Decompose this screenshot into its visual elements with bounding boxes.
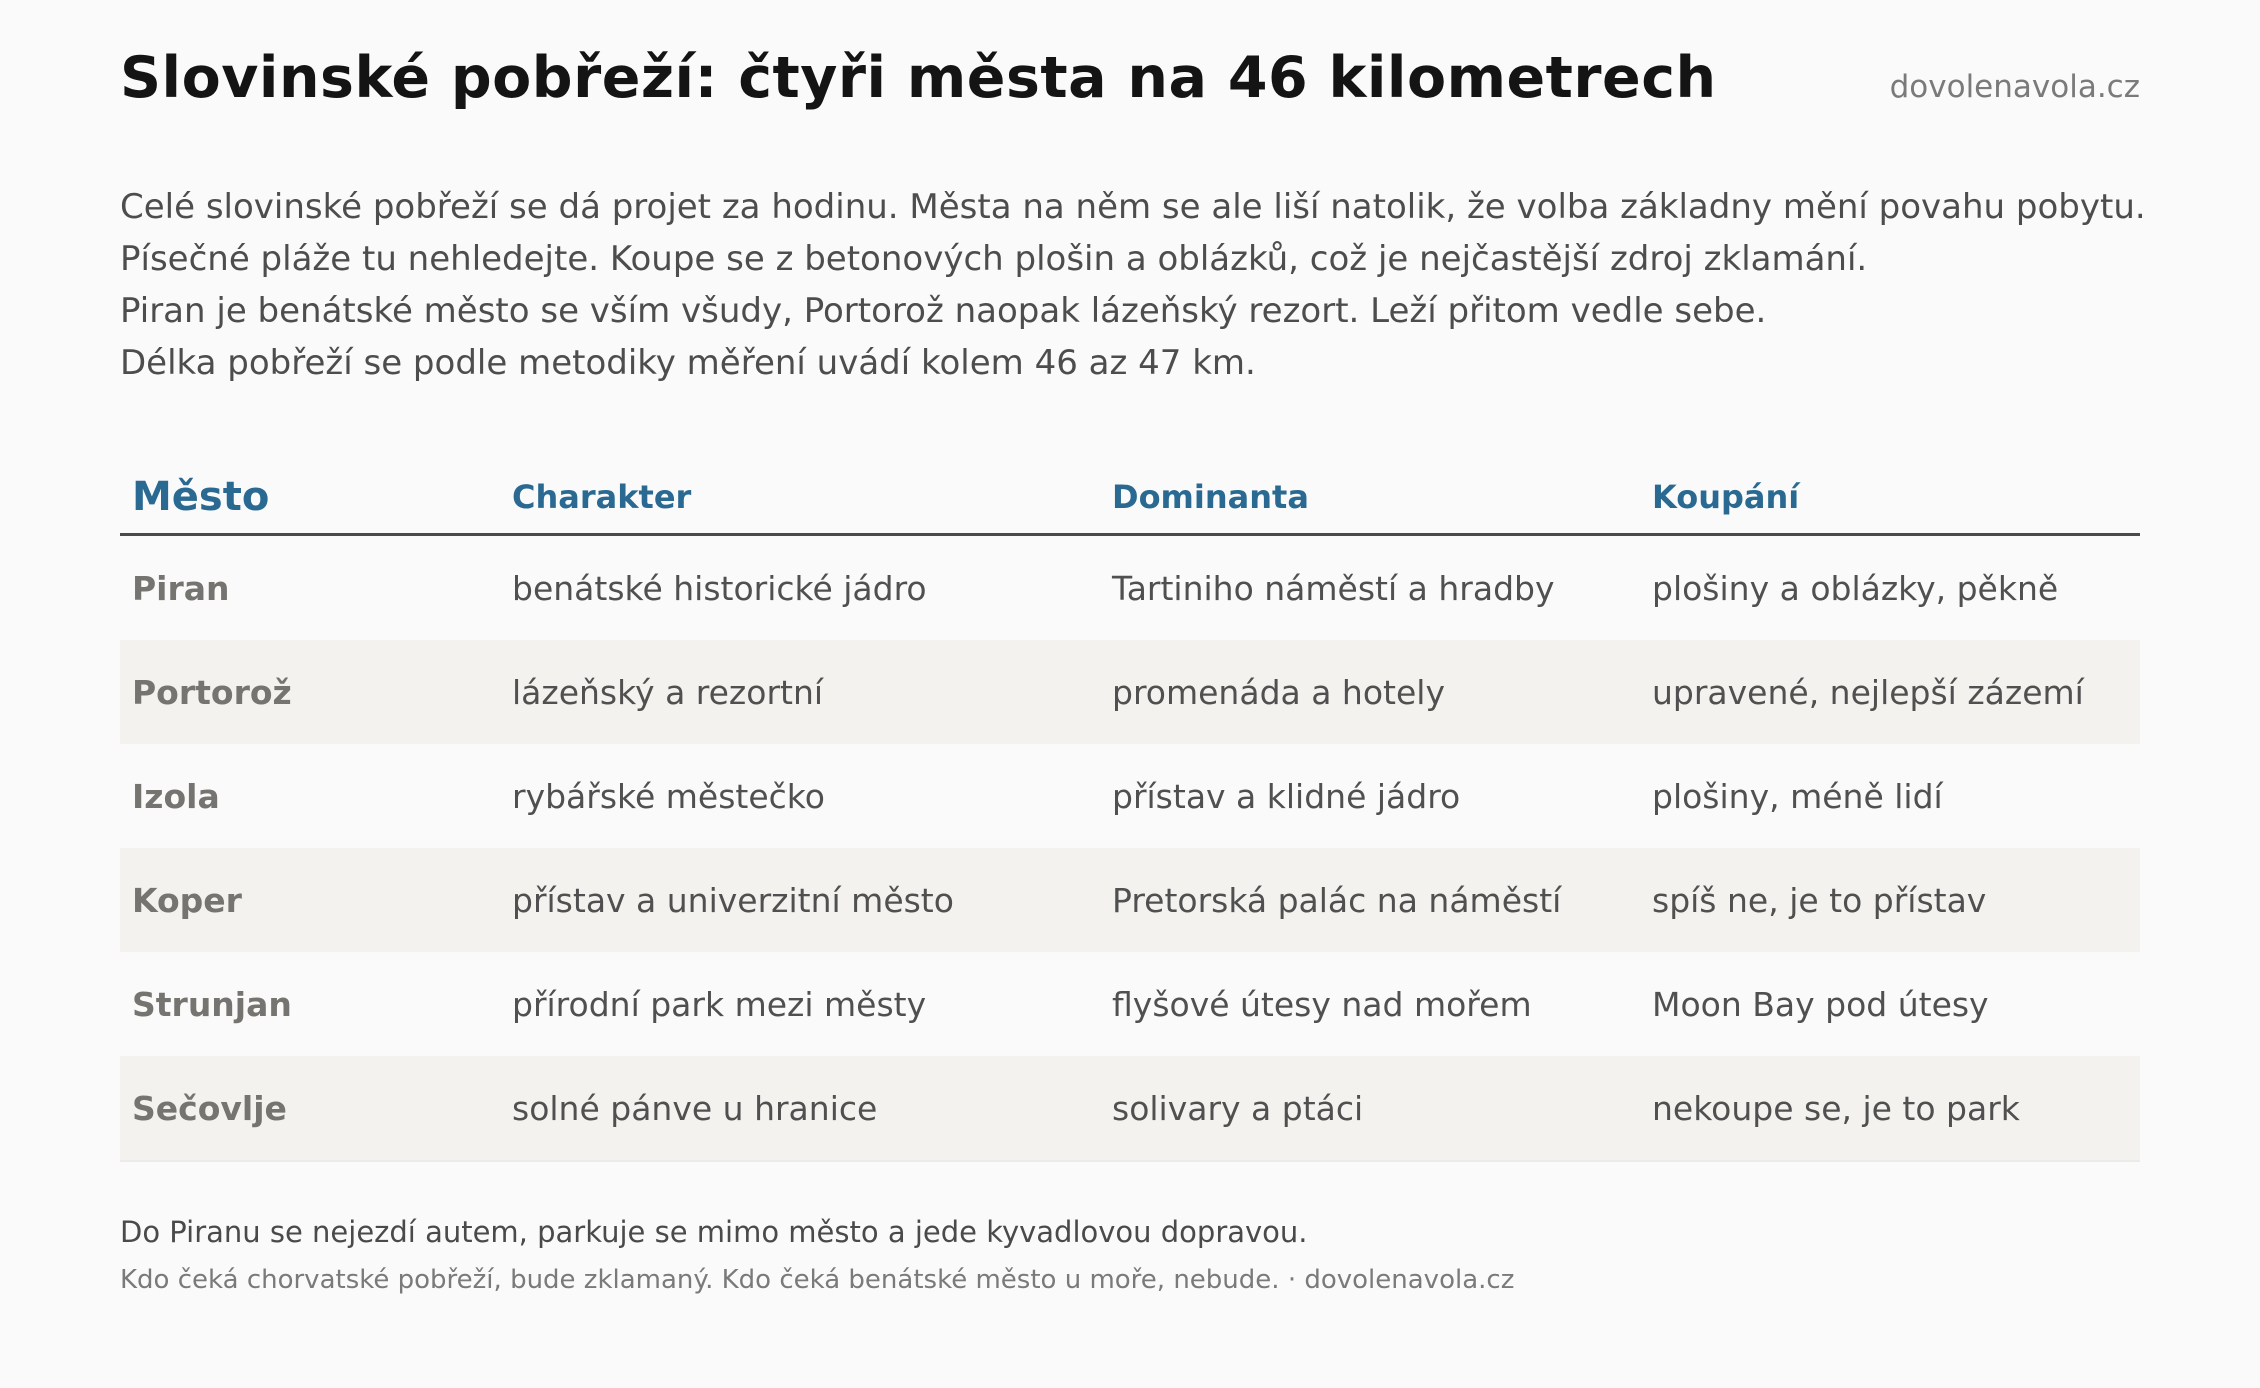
cell-character: benátské historické jádro <box>512 568 927 608</box>
column-header-swimming: Koupání <box>1640 461 2140 535</box>
cell-town: Izola <box>132 776 220 816</box>
cell-town: Piran <box>132 568 230 608</box>
cell-town: Koper <box>120 848 500 952</box>
cell-town: Strunjan <box>132 984 292 1024</box>
cell-swimming: Moon Bay pod útesy <box>1652 984 1989 1024</box>
cell-landmark: solivary a ptáci <box>1100 1056 1640 1161</box>
intro-line: Písečné pláže tu nehledejte. Koupe se z betonových plošin a oblázků, což je nejčastější zdroj zklamání. <box>120 239 1868 279</box>
cell-landmark: Pretorská palác na náměstí <box>1100 848 1640 952</box>
cell-swimming: spíš ne, je to přístav <box>1640 848 2140 952</box>
header <box>120 45 2140 125</box>
cell-swimming: nekoupe se, je to park <box>1640 1056 2140 1161</box>
cell-landmark: přístav a klidné jádro <box>1112 776 1461 816</box>
column-header-landmark: Dominanta <box>1100 461 1640 535</box>
cell-landmark: flyšové útesy nad mořem <box>1112 984 1532 1024</box>
intro <box>120 181 2146 389</box>
table-row <box>120 744 2140 848</box>
page-title: Slovinské pobřeží: čtyři města na 46 kilometrech <box>120 45 1717 111</box>
cell-swimming: upravené, nejlepší zázemí <box>1640 640 2140 744</box>
cell-character: rybářské městečko <box>512 776 825 816</box>
cell-character: solné pánve u hranice <box>500 1056 1100 1161</box>
cell-swimming: plošiny, méně lidí <box>1652 776 1943 816</box>
table-row <box>120 640 2140 744</box>
column-header-town: Město <box>120 461 500 535</box>
cell-town: Portorož <box>120 640 500 744</box>
table-row <box>120 848 2140 952</box>
header-row <box>120 461 2140 535</box>
cell-landmark: promenáda a hotely <box>1100 640 1640 744</box>
cell-swimming: plošiny a oblázky, pěkně <box>1652 568 2059 608</box>
footer-subnote: Kdo čeká chorvatské pobřeží, bude zklamaný. Kdo čeká benátské město u moře, nebude. · dovolenavola.cz <box>120 1265 1515 1295</box>
column-header-character: Charakter <box>500 461 1100 535</box>
intro-line: Délka pobřeží se podle metodiky měření uvádí kolem 46 az 47 km. <box>120 343 1256 383</box>
table-row <box>120 1056 2140 1161</box>
table-header <box>120 461 2140 535</box>
cell-town: Sečovlje <box>120 1056 500 1161</box>
table-wrap <box>120 461 2140 1162</box>
table-row <box>120 535 2140 641</box>
table-body <box>120 535 2140 1162</box>
intro-line: Piran je benátské město se vším všudy, Portorož naopak lázeňský rezort. Leží přitom vedle sebe. <box>120 291 1767 331</box>
towns-table <box>120 461 2140 1162</box>
cell-landmark: Tartiniho náměstí a hradby <box>1112 568 1555 608</box>
intro-line: Celé slovinské pobřeží se dá projet za hodinu. Města na něm se ale liší natolik, že volba základny mění povahu pobytu. <box>120 187 2146 227</box>
footer-note: Do Piranu se nejezdí autem, parkuje se mimo město a jede kyvadlovou dopravou. <box>120 1215 1308 1249</box>
site-name: dovolenavola.cz <box>1889 69 2140 105</box>
table-row <box>120 952 2140 1056</box>
cell-character: lázeňský a rezortní <box>500 640 1100 744</box>
cell-character: přístav a univerzitní město <box>500 848 1100 952</box>
footer <box>120 1212 2140 1298</box>
cell-character: přírodní park mezi městy <box>512 984 927 1024</box>
